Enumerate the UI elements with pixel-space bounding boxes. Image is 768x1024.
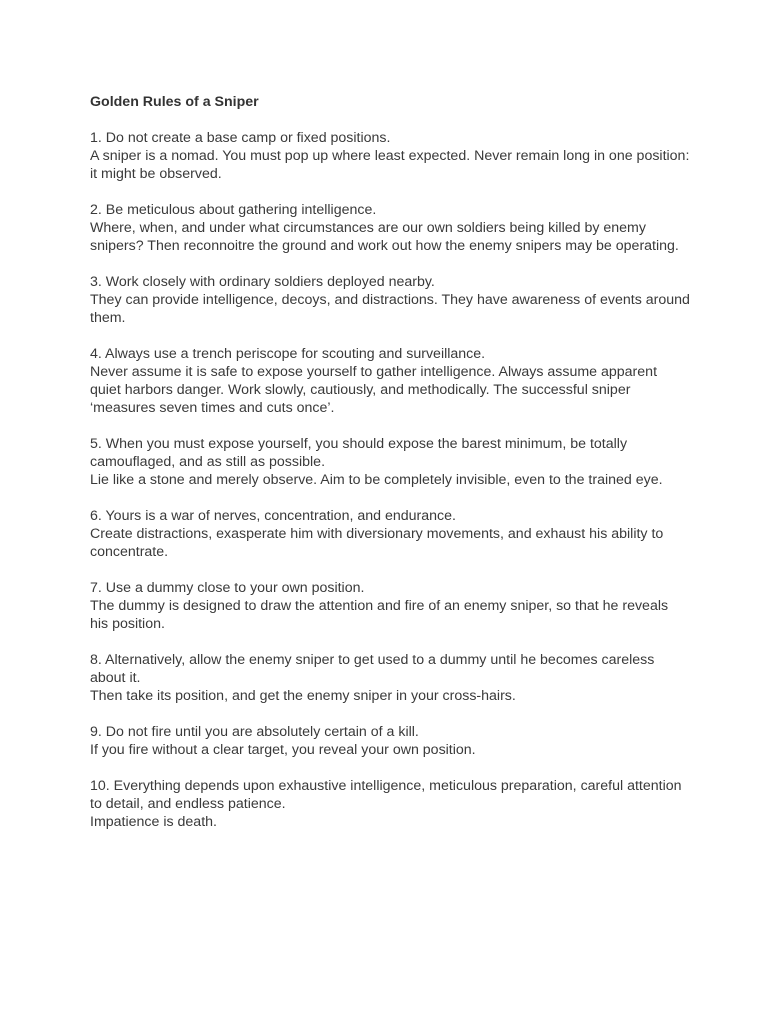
rule-item-2: [90, 201, 690, 255]
rule-body: Never assume it is safe to expose yourself to gather intelligence. Always assume apparent quiet harbors danger. Work slowly, cautiously, and methodically. The successful sniper ‘measures seven times and cuts once’.: [90, 364, 658, 416]
rule-item-4: [90, 345, 690, 417]
rule-body: They can provide intelligence, decoys, and distractions. They have awareness of events around them.: [90, 292, 690, 326]
rule-item-7: [90, 579, 690, 633]
rule-heading: 2. Be meticulous about gathering intelligence.: [90, 202, 377, 218]
rule-item-10: [90, 777, 690, 831]
rule-item-6: [90, 507, 690, 561]
rule-item-8: [90, 651, 690, 705]
document-title: Golden Rules of a Sniper: [90, 94, 259, 110]
rule-item-9: [90, 723, 690, 759]
rule-heading: 5. When you must expose yourself, you should expose the barest minimum, be totally camouflaged, and as still as possible.: [90, 436, 628, 470]
document-page: [90, 93, 690, 849]
rule-body: Create distractions, exasperate him with diversionary movements, and exhaust his ability to concentrate.: [90, 526, 664, 560]
rule-body: The dummy is designed to draw the attention and fire of an enemy sniper, so that he reveals his position.: [90, 598, 669, 632]
rule-item-1: [90, 129, 690, 183]
rule-item-3: [90, 273, 690, 327]
rule-body: Then take its position, and get the enemy sniper in your cross-hairs.: [90, 688, 516, 704]
rule-body: Lie like a stone and merely observe. Aim to be completely invisible, even to the trained eye.: [90, 472, 663, 488]
rule-heading: 3. Work closely with ordinary soldiers deployed nearby.: [90, 274, 435, 290]
rule-body: If you fire without a clear target, you reveal your own position.: [90, 742, 476, 758]
rule-heading: 1. Do not create a base camp or fixed positions.: [90, 130, 391, 146]
rule-body: Where, when, and under what circumstances are our own soldiers being killed by enemy snipers? Then reconnoitre the ground and work out how the enemy snipers may be operating.: [90, 220, 679, 254]
rule-heading: 6. Yours is a war of nerves, concentration, and endurance.: [90, 508, 456, 524]
rule-heading: 9. Do not fire until you are absolutely certain of a kill.: [90, 724, 419, 740]
rule-heading: 7. Use a dummy close to your own position.: [90, 580, 365, 596]
rule-heading: 4. Always use a trench periscope for scouting and surveillance.: [90, 346, 486, 362]
rule-item-5: [90, 435, 690, 489]
rule-heading: 8. Alternatively, allow the enemy sniper to get used to a dummy until he becomes careless about it.: [90, 652, 655, 686]
rule-body: A sniper is a nomad. You must pop up where least expected. Never remain long in one position: it might be observed.: [90, 148, 690, 182]
rule-body: Impatience is death.: [90, 814, 217, 830]
rule-heading: 10. Everything depends upon exhaustive intelligence, meticulous preparation, careful attention to detail, and endless patience.: [90, 778, 682, 812]
